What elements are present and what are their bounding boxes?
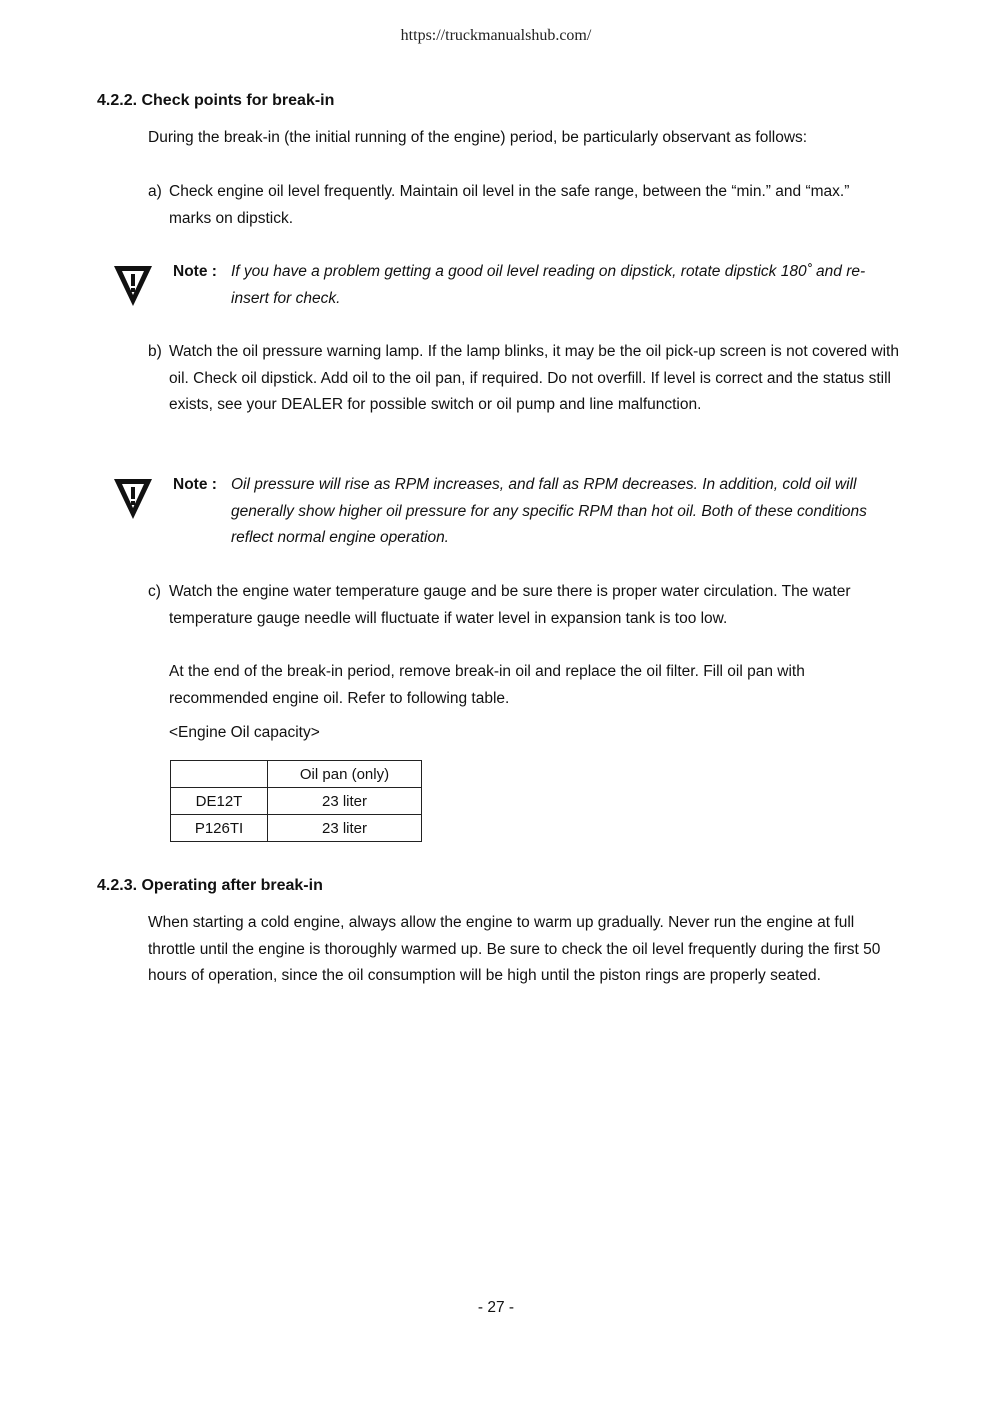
section-heading-check-points: 4.2.2. Check points for break-in xyxy=(97,92,335,109)
table-row xyxy=(171,815,422,842)
page-number: - 27 - xyxy=(477,1299,515,1316)
table-caption: <Engine Oil capacity> xyxy=(169,724,320,741)
table-cell: DE12T xyxy=(171,788,268,815)
header-url: https://truckmanualshub.com/ xyxy=(400,27,592,44)
table-header-row xyxy=(171,761,422,788)
list-item-b xyxy=(148,339,908,419)
table-header-cell: Oil pan (only) xyxy=(268,761,422,788)
table-cell: P126TI xyxy=(171,815,268,842)
engine-oil-capacity-table xyxy=(170,760,422,842)
note-label: Note : xyxy=(173,263,217,280)
note-text: If you have a problem getting a good oil level reading on dipstick, rotate dipstick 180˚ and re-insert for check. xyxy=(231,263,866,307)
table-cell: 23 liter xyxy=(268,788,422,815)
list-item-c xyxy=(148,579,888,632)
warning-triangle-icon xyxy=(112,264,154,308)
table-cell: 23 liter xyxy=(268,815,422,842)
note-label: Note : xyxy=(173,476,217,493)
list-item-label: a) xyxy=(148,183,162,200)
table-row xyxy=(171,788,422,815)
list-item-text: Watch the oil pressure warning lamp. If the lamp blinks, it may be the oil pick-up screen is not covered with oil. Check oil dipstick. Add oil to the oil pan, if required. Do not overfill. If level is correct and the status still exists, see your DEALER for possible switch or oil pump and line malfunction. xyxy=(169,343,899,414)
section-heading-operating-after: 4.2.3. Operating after break-in xyxy=(97,877,323,894)
list-item-text: Watch the engine water temperature gauge and be sure there is proper water circulation. The water temperature gauge needle will fluctuate if water level in expansion tank is too low. xyxy=(169,583,851,627)
note-text: Oil pressure will rise as RPM increases, and fall as RPM decreases. In addition, cold oil will generally show higher oil pressure for any specific RPM than hot oil. Both of these conditions reflect normal engine operation. xyxy=(231,476,867,547)
intro-paragraph: During the break-in (the initial running of the engine) period, be particularly observant as follows: xyxy=(148,129,808,146)
table-header-cell xyxy=(171,761,268,788)
list-item-a xyxy=(148,179,888,232)
list-item-label: c) xyxy=(148,583,161,600)
list-item-text: Check engine oil level frequently. Maintain oil level in the safe range, between the “min.” and “max.” marks on dipstick. xyxy=(169,183,850,227)
list-item-label: b) xyxy=(148,343,162,360)
break-in-end-paragraph: At the end of the break-in period, remove break-in oil and replace the oil filter. Fill oil pan with recommended engine oil. Refer to following table. xyxy=(169,663,805,707)
operating-after-paragraph: When starting a cold engine, always allow the engine to warm up gradually. Never run the engine at full throttle until the engine is thoroughly warmed up. Be sure to check the oil level frequently during the first 50 hours of operation, since the oil consumption will be high until the piston rings are properly seated. xyxy=(148,914,881,985)
warning-triangle-icon xyxy=(112,477,154,521)
